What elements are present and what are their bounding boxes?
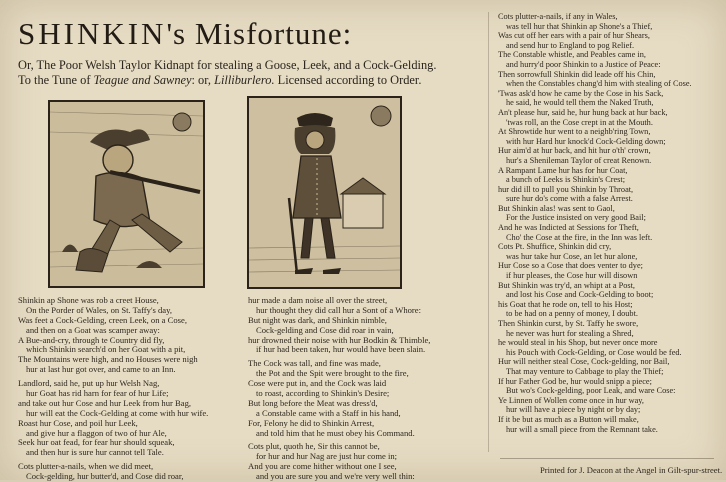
subtitle-or: : or, bbox=[191, 73, 215, 87]
verse-line: Cock-gelding, hur butter'd, and Cose did roar, bbox=[26, 471, 184, 482]
verse-line: The Constable whistle, and Peables came in, bbox=[498, 50, 646, 60]
verse-line: to be had on a penny of money, I doubt. bbox=[506, 309, 638, 319]
woodcut-gentleman-with-cane bbox=[247, 96, 402, 289]
verse-line: and then hur is sure hur cannot tell Tale. bbox=[26, 447, 164, 458]
text-column-right bbox=[498, 12, 720, 458]
verse-line: which Shinkin search'd on her Goat with a pit, bbox=[26, 344, 186, 355]
subtitle-tune-1: Teague and Sawney bbox=[93, 73, 192, 87]
verse-line: Hur Cose so a Cose that does venter to dye; bbox=[498, 261, 643, 271]
verse-line: and take out hur Cose and hur Leek from hur Bag, bbox=[18, 397, 192, 408]
verse-line: If hur Father God be, hur would snipp a piece; bbox=[498, 376, 652, 386]
verse-line: he said, he would tell them the Naked Truth, bbox=[506, 98, 654, 108]
verse-line: Roast hur Cose, and poil hur Leek, bbox=[18, 417, 138, 428]
subtitle-tune-2: Lilliburlero. bbox=[214, 73, 275, 87]
verse-line: hur will a small piece from the Remnant take. bbox=[506, 424, 658, 434]
verse-line: and hurry'd poor Shinkin to a Justice of Peace: bbox=[506, 59, 661, 69]
verse-line: the Pot and the Spit were brought to the fire, bbox=[256, 368, 409, 379]
verse-line: Cock-gelding and Cose did roar in vain, bbox=[256, 324, 394, 335]
subtitle-line-2 bbox=[18, 73, 488, 88]
verse-line: Was cut off her ears with a pair of hur Shears, bbox=[498, 31, 650, 41]
verse-line: when the Constables chang'd him with stealing of Cose. bbox=[506, 79, 692, 89]
verse-line: and send hur to England to pog Relief. bbox=[506, 40, 635, 50]
verse-line: Cots plutter-a-nails, when we did meet, bbox=[18, 461, 154, 472]
title-rest: 's Misfortune: bbox=[166, 16, 353, 51]
verse-line: At Shrowtide hur went to a neighb'ring Town, bbox=[498, 127, 651, 137]
verse-line: A Rampant Lame hur has for hur Coat, bbox=[498, 165, 628, 175]
verse-line: and you are sure you and we're very well thin: bbox=[256, 471, 415, 482]
verse-line: Then Shinkin curst, by St. Taffy he swore, bbox=[498, 319, 639, 328]
verse-line: The Cock was tall, and fine was made, bbox=[248, 358, 381, 369]
verse-line: if hur pleases, the Cose hur will disown bbox=[506, 271, 638, 281]
verse-line: Ye Linnen of Wollen come once in hur way, bbox=[498, 395, 644, 405]
verse-line: For the Justice insisted on very good Bail; bbox=[506, 213, 646, 223]
verse-line: sure hur do's come with a false Arrest. bbox=[506, 194, 633, 204]
verse-line: hur drowned their noise with hur Bodkin & Thimble, bbox=[248, 334, 431, 345]
verse-line: Shinkin ap Shone was rob a creet Housе, bbox=[18, 295, 159, 305]
verse-line: for hur and hur Nag are just hur come in; bbox=[256, 451, 398, 462]
verse-line: a bunch of Leeks is Shinkin's Crest; bbox=[506, 175, 626, 185]
verse-line: to roast, according to Shinkin's Desire; bbox=[256, 388, 390, 399]
verse-line: 'Twas ask'd how he came by the Cose in his Sack, bbox=[498, 88, 664, 98]
woodcut-shinkin-with-goose bbox=[48, 100, 205, 288]
verse-line: Hur will neither steal Cose, Cock-gelding, nor Bail, bbox=[498, 357, 670, 367]
verse-line: If it be but as much as a Button will make, bbox=[498, 414, 639, 424]
verse-line: Cots plut, quoth he, Sir this cannot be, bbox=[248, 441, 380, 452]
verse-line: Then sorrowfull Shinkin did leade off his Chin, bbox=[498, 69, 656, 79]
verse-line: and then on a Goat was scamper away: bbox=[26, 324, 160, 335]
subtitle-line-1: Or, The Poor Welsh Taylor Kidnapt for stealing a Goose, Leek, and a Cock-Gelding. bbox=[18, 58, 437, 72]
verse-line: he would steal in his Shop, but never once more bbox=[498, 338, 658, 348]
verse-line: and lost his Cose and Cock-Gelding to boot; bbox=[506, 290, 654, 300]
verse-line: A Bue-and-cry, through te Country did fly, bbox=[18, 334, 165, 345]
verse-line: But long before the Meat was dress'd, bbox=[248, 397, 378, 408]
imprint-rule bbox=[500, 458, 714, 459]
verse-line: Landlord, said he, put up hur Welsh Nag, bbox=[18, 378, 160, 389]
verse-line: Cots plutter-a-nails, if any in Wales, bbox=[498, 12, 618, 21]
woodcut-illustration-left bbox=[50, 102, 203, 286]
column-divider bbox=[488, 12, 489, 452]
verse-line: But Shinkin was try'd, an whipt at a Post, bbox=[498, 280, 636, 290]
verse-line: his Goat that he rode on, tell to his Host; bbox=[498, 299, 633, 309]
woodcut-illustration-right bbox=[249, 98, 400, 287]
verse-line: For, Felony he did to Shinkin Arrest, bbox=[248, 417, 375, 428]
verse-line: Cots Pt. Shuffice, Shinkin did cry, bbox=[498, 242, 612, 252]
verse-line: And he was Indicted at Sessions for Theft, bbox=[498, 223, 639, 233]
verse-line: hur's a Shenileman Taylor of creat Renown. bbox=[506, 155, 652, 165]
verse-line: a Constable came with a Staff in his hand, bbox=[256, 407, 401, 418]
verse-line: was tell hur that Shinkin ap Shone's a Thief, bbox=[506, 21, 653, 31]
verse-line: hur thought they did call hur a Sont of a Whore: bbox=[256, 304, 421, 315]
verse-line: But wo's Cock-gelding, poor Leak, and ware Cose: bbox=[506, 386, 676, 396]
verse-line: Cose were put in, and the Cock was laid bbox=[248, 378, 387, 389]
text-column-middle bbox=[248, 295, 486, 482]
verse-line: But Shinkin alas! was sent to Gaol, bbox=[498, 203, 615, 213]
verse-line: hur will eat the Cock-Gelding at come with hur wife. bbox=[26, 407, 209, 418]
verse-line: Seek hur oat fead, for fear hur should squeak, bbox=[18, 437, 175, 448]
verse-line: Hur aim'd at hur back, and hit hur o'th' crown, bbox=[498, 146, 651, 156]
verse-line: and told him that he must obey his Command. bbox=[256, 427, 415, 438]
verse-line: 'twas roll, an the Cose crept in at the Mouth. bbox=[506, 117, 653, 127]
verse-line: The Mountains were high, and no Houses were nigh bbox=[18, 354, 198, 365]
verse-line: with hur Hard hur knock'd Cock-Gelding down; bbox=[506, 136, 666, 146]
verse-line: was hur take hur Cose, an let hur alone, bbox=[506, 251, 638, 261]
verse-line: But night was dark, and Shinkin nimble, bbox=[248, 314, 387, 325]
verse-line: hur will have a piece by night or by day; bbox=[506, 405, 641, 415]
verse-line: he never was hurt for stealing a Shred, bbox=[506, 328, 634, 338]
verse-line: Was feet a Cock-Gelding, creen Leek, on a Cоse, bbox=[18, 314, 187, 325]
verse-line: hur did ill to pull you Shinkin by Throat, bbox=[498, 184, 634, 194]
verse-line: if hur had been taken, hur would have been slain. bbox=[256, 344, 426, 355]
subtitle-tune-prefix: To the Tune of bbox=[18, 73, 94, 87]
verse-line: On the Porder of Wales, on St. Taffy's day, bbox=[26, 304, 173, 315]
text-column-left bbox=[18, 295, 246, 482]
verse-line: An't please hur, said he, hur hung back at hur back, bbox=[498, 107, 668, 117]
title-main: SHINKIN bbox=[18, 16, 167, 51]
subtitle bbox=[18, 58, 488, 88]
imprint: Printed for J. Deacon at the Angel in Gilt-spur-street. bbox=[540, 465, 723, 475]
verse-line: hur at last hur got over, and came to an Inn. bbox=[26, 364, 176, 375]
verse-line: Cho' the Cose at the fire, in the Inn was left. bbox=[506, 232, 653, 242]
broadside-title bbox=[18, 16, 352, 52]
verse-line: hur made a dam noise all over the street, bbox=[248, 295, 388, 305]
verse-line: his Pouch with Cock-Gelding, or Cose would be fed. bbox=[506, 347, 682, 357]
subtitle-licensed: Licensed according to Order. bbox=[274, 73, 422, 87]
verse-line: hur Goat has rid harn for fear of hur Life; bbox=[26, 388, 169, 399]
verse-line: and give hur a flaggon of two of hur Ale, bbox=[26, 427, 167, 438]
verse-line: And you are come hither without one I see, bbox=[248, 461, 397, 472]
verse-line: That may venture to Cabbage to play the Thief; bbox=[506, 366, 664, 376]
